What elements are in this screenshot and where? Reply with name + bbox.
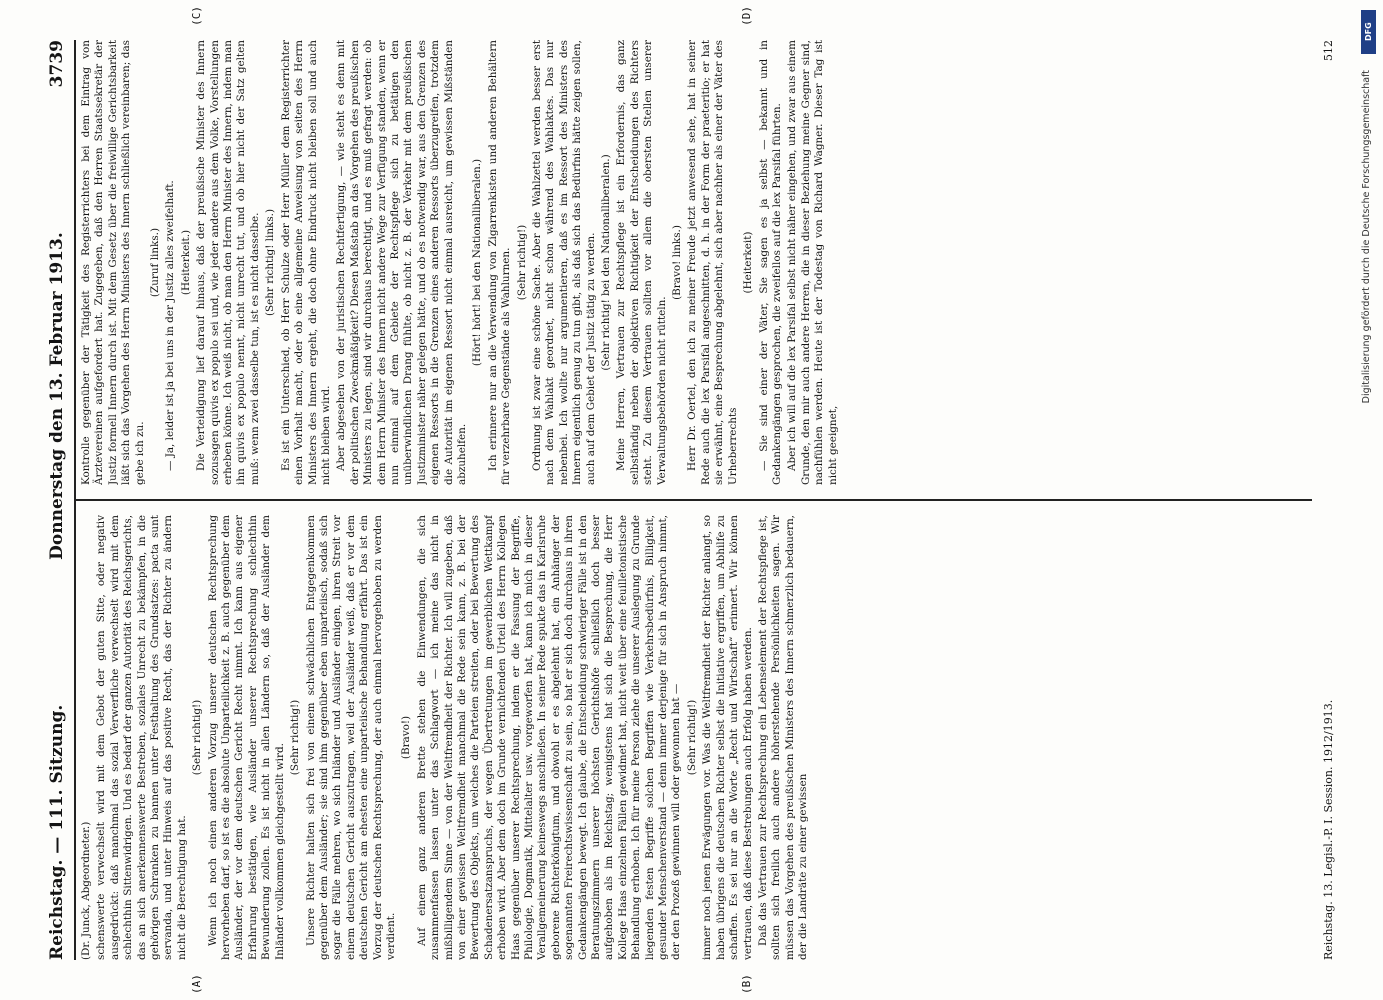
page-header (40, 40, 76, 960)
header-date: Donnerstag den 13. Februar 1913. (47, 232, 67, 560)
digitization-sidebar (1361, 10, 1377, 990)
interjection: (Zuruf links.) (149, 227, 162, 298)
paragraph: — Ja, leider ist ja bei uns in der Justiz alles zweifelhaft. (164, 180, 177, 471)
column-left (80, 515, 1312, 960)
paragraph: Die Verteidigung lief darauf hinaus, daß der preußische Minister des Innern sozusagen quivis ex populo sei und, wie jeder andere aus dem Volke, Vorstellungen erheben könne. Ich weiß nicht, ob man den Herrn Minister des Innern, indem man ihn quivis ex populo nennt, nicht unrecht tut, und ob hier nicht der Satz gelten muß: wenn zwei dasselbe tun, ist es nicht dasselbe. (195, 40, 261, 485)
paragraph: immer noch jenen Erwägungen vor. Was die Weltfremdheit der Richter anlangt, so haben übrigens die deutschen Richter selbst die Initiative ergriffen, um Abhilfe zu schaffen. Es sei nur an die Worte „Recht und Wirtschaft“ erinnert. Wir können vertrauen, daß diese Bestrebungen auch Erfolg haben werden. (701, 515, 754, 960)
paragraph: Auf einem ganz anderen Brette stehen die Einwendungen, die sich zusammenfassen lassen unter das Schlagwort — ich meine das nicht in mißbilligendem Sinne — von der Weltfremdheit der Richter. Ich will zugeben, daß von einer gewissen Weltfremdheit manchmal die Rede sein kann, z. B. bei der Bewertung des Objekts, um welches die Parteien streiten, oder bei Bewertung des Schadenersatzanspruchs, der wegen Übertretungen im gewerblichen Wettkampf erhoben wird. Aber dem doch im Grunde vernichtenden Urteil des Herrn Kollegen Haas gegenüber unserer Rechtsprechung, indem er die Fassung der Begriffe, Philologie, Dogmatik, Mittelalter usw. vorgeworfen hat, kann ich mich in dieser Verallgemeinerung keineswegs anschließen. In seiner Rede spukte das in Karlsruhe geborene Richterkönigtum, und obwohl er es abgelehnt hat, ein Anhänger der sogenannten Freirechtswissenschaft zu sein, so hat er sich doch durchaus in ihren Gedankengängen bewegt. Ich glaube, die Entscheidung schwieriger Fälle ist in den Beratungszimmern unserer höchsten Gerichtshöfe schließlich doch besser aufgehoben als im Reichstag; wenigstens hat sich die Besprechung, die Herr Kollege Haas einzelnen Fällen gewidmet hat, nicht weit über eine feuilletonistische Behandlung erhoben. Ich für meine Person ziehe die unserer Auslegung zu Grunde liegenden festen Begriffe solchen Begriffen wie Verkehrsbedürfnis, Billigkeit, gesunder Menschenverstand — denn immer derjenige für sich in Anspruch nimmt, der den Prozeß gewinnen will oder gewonnen hat — (415, 515, 683, 960)
paragraph: Ich erinnere nur an die Verwendung von Zigarrenkisten und anderen Behältern für verzehrbare Gegenstände als Wahlurnen. (486, 40, 513, 485)
footer-left: Reichstag. 13. Legisl.-P. I. Session. 1912/1913. (1321, 699, 1335, 960)
margin-mark-b: (B) (740, 974, 753, 994)
interjection: (Sehr richtig!) (685, 699, 698, 776)
paragraph: Unsere Richter halten sich frei von einem schwächlichen Entgegenkommen gegenüber dem Ausländer; sie sind ihm gegenüber eben unparteiisch, sodaß sich sogar die Fälle mehren, wo sich Inländer und Ausländer einigen, ihren Streit vor einem deutschen Gericht auszutragen, weil der Ausländer weiß, daß er vor dem deutschen Gericht am ehesten eine unparteiische Behandlung erfährt. Das ist ein Vorzug der deutschen Rechtsprechung, der auch einmal hervorgehoben zu werden verdient. (304, 515, 397, 960)
paragraph: Ordnung ist zwar eine schöne Sache. Aber die Wahlzettel werden besser erst nach dem Wahlakt geordnet, nicht schon während des Wahlaktes. Das nur nebenbei. Ich wollte nur argumentieren, daß es im Ressort des Ministers des Innern eigentlich genug zu tun gibt, als daß sich das Bedürfnis hätte zeigen sollen, auch auf dem Gebiet der Justiz tätig zu werden. (531, 40, 597, 485)
paragraph: Meine Herren, Vertrauen zur Rechtspflege ist ein Erfordernis, das ganz selbständig neben der objektiven Richtigkeit der Entscheidungen des Richters steht. Zu diesem Vertrauen sollten vor allem die obersten Stellen unserer Verwaltungsbehörden nicht rütteln. (615, 40, 668, 485)
dfg-logo: DFG (1361, 10, 1376, 54)
interjection: (Hört! hört! bei den Nationalliberalen.) (471, 158, 484, 367)
paragraph: Aber ich will auf die lex Parsifal selbst nicht näher eingehen, und zwar aus einem Grunde, den mir auch andere Herren, die in dieser Beziehung meine Gegner sind, nachfühlen werden. Heute ist der Todestag von Richard Wagner. Dieser Tag ist nicht geeignet, (786, 40, 839, 485)
paragraph: Wenn ich noch einen anderen Vorzug unserer deutschen Rechtsprechung hervorheben darf, so ist es die absolute Unparteilichkeit z. B. auch gegenüber dem Ausländer, der vor dem deutschen Gericht Recht nimmt. Ich kann aus eigener Erfahrung bestätigen, wie Ausländer unserer Rechtsprechung schlechthin Bewunderung zollen. Es ist nicht in allen Ländern so, daß der Ausländer dem Inländer vollkommen gleichgestellt wird. (206, 515, 286, 960)
paragraph: Herr Dr. Oertel, den ich zu meiner Freude jetzt anwesend sehe, hat in seiner Rede auch die lex Parsifal angeschnitten, d. h. in der Form der praeteritio; er hat sie erwähnt, eine Besprechung abgelehnt, sich aber nachher als einer der Väter des Urheberrechts (686, 40, 739, 485)
column-right (80, 40, 1312, 485)
paragraph: — Sie sind einer der Väter, Sie sagen es ja selbst — bekannt und in Gedankengängen gesprochen, die zweifellos auf die lex Parsifal führten. (757, 40, 783, 485)
margin-mark-c: (C) (190, 6, 203, 26)
interjection: (Sehr richtig! bei den Nationalliberalen.) (600, 154, 613, 371)
interjection: (Sehr richtig!) (191, 699, 204, 776)
paragraph: Kontrolle gegenüber der Tätigkeit des Registerrichters bei dem Eintrag von Ärztevereinen aufgefordert hat. Zugegeben, daß den Herren Staatssekretär der Justiz formell Innern durch ist. Mit dem Gesetz über die freiwillige Gerichtsbarkeit läßt sich das Vorgehen des Herrn Ministers des Innern schließlich vereinbaren; das gebe ich zu. (80, 40, 146, 485)
column-divider (74, 499, 1312, 501)
paragraph: Es ist ein Unterschied, ob Herr Schulze oder Herr Müller dem Registerrichter einen Vorhalt macht, oder ob eine allgemeine Anweisung von seiten des Herrn Ministers des Innern ergeht, die doch ohne Eindruck nicht bleiben soll und auch nicht bleiben wird. (279, 40, 332, 485)
paragraph: Aber abgesehen von der juristischen Rechtfertigung, — wie steht es denn mit der politischen Zweckmäßigkeit? Diesen Maßstab an das Vorgehen des preußischen Ministers zu legen, sind wir durchaus berechtigt, und es muß gefragt werden: ob dem Herrn Minister des Innern nicht andere Wege zur Verfügung standen, wenn er nun einmal auf dem Gebiete der Rechtspflege sich zu betätigen den unüberwindlichen Drang fühlte, ob nicht z. B. der Verkehr mit dem preußischen Justizminister näher gelegen hätte, und ob es notwendig war, aus den Grenzen des eigenen Ressorts in die Grenzen eines anderen Ressorts überzugreifen, trotzdem die Autorität im eigenen Ressort nicht einmal ausreicht, um gewissen Mißständen abzuhelfen. (335, 40, 468, 485)
interjection: (Heiterkeit.) (179, 229, 192, 296)
interjection: (Heiterkeit) (742, 231, 755, 294)
margin-mark-d: (D) (740, 6, 753, 26)
interjection: (Sehr richtig!) (515, 224, 528, 301)
interjection: (Bravo!) (400, 715, 413, 760)
interjection: (Sehr richtig! links.) (264, 208, 277, 317)
footer-sheet-number: 512 (1321, 40, 1335, 61)
interjection: (Sehr richtig!) (289, 699, 302, 776)
page-footer (1316, 40, 1340, 960)
text-columns (80, 40, 1312, 960)
page-number: 3739 (47, 40, 67, 88)
digitization-notice: Digitalisierung gefördert durch die Deutsche Forschungsgemeinschaft (1361, 70, 1372, 404)
margin-mark-a: (A) (190, 974, 203, 994)
speaker-line: (Dr. Junck, Abgeordneter.) (80, 821, 92, 960)
interjection: (Bravo! links.) (671, 225, 684, 300)
paragraph: schenswerte verwechselt wird mit dem Gebot der guten Sitte, oder negativ ausgedrückt: daß manchmal das sozial Verwerfliche verwechselt wird mit dem schlechthin Sittenwidrigen. Und es bedarf der ganzen Autorität des Reichsgerichts, das an sich anerkennenswerte Bestreben, soziales Unrecht zu bekämpfen, in die gehörigen Schranken zu bannen unter Festhaltung des Grundsatzes: pacta sunt servanda, und unter Hinweis auf das positive Recht, das der Richter zu ändern nicht die Berechtigung hat. (95, 515, 188, 960)
paragraph: Daß das Vertrauen zur Rechtsprechung ein Lebenselement der Rechtspflege ist, sollten sich freilich auch andere höherstehende Persönlichkeiten sagen. Wir müssen das Vorgehen des preußischen Ministers des Innern schmerzlich bedauern, der die Landräte zu einer gewissen (756, 515, 810, 960)
rotated-page-content (40, 6, 1340, 994)
header-left: Reichstag. — 111. Sitzung. (47, 704, 67, 960)
